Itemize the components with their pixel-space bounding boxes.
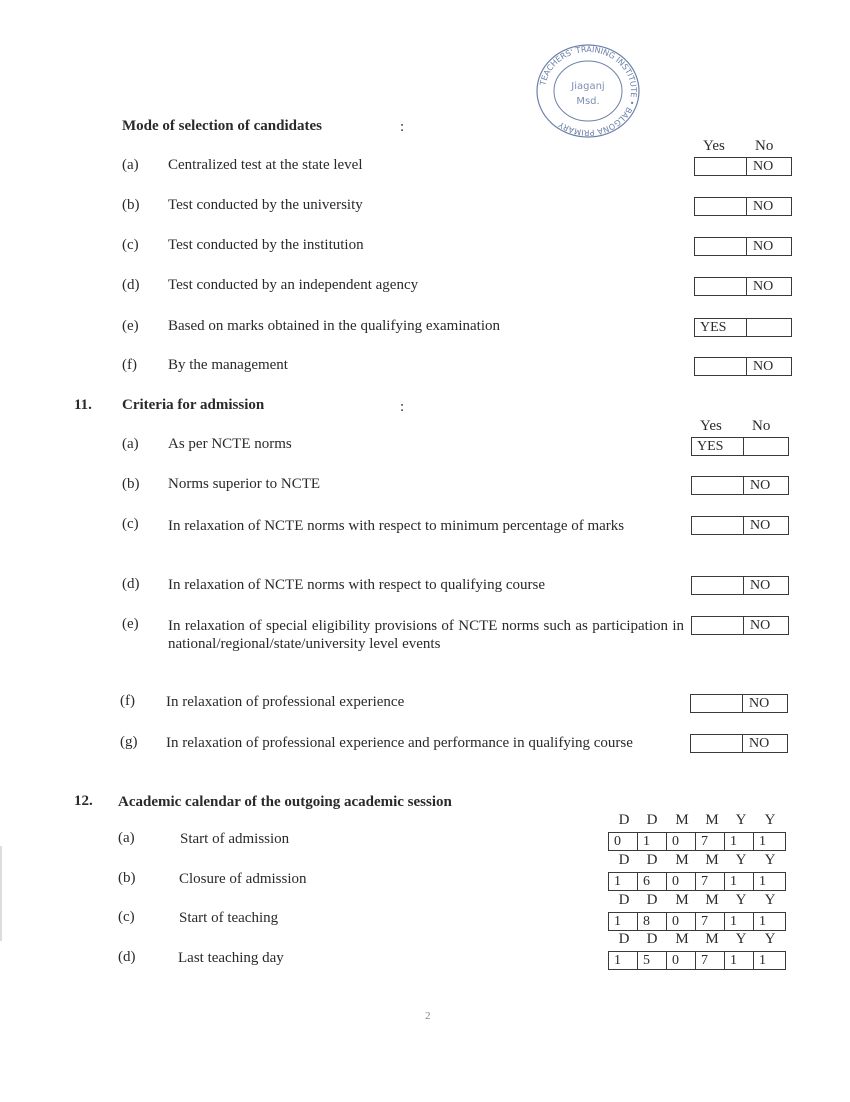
item-letter: (a) [122,436,139,452]
item-letter: (c) [122,516,139,532]
item-text: In relaxation of special eligibility provisions of NCTE norms such as participation in national/regional/state/university level events [168,618,684,652]
section-12-title: Academic calendar of the outgoing academic session [118,794,452,810]
date-header-cell: M [675,892,689,908]
no-column-header: No [755,138,774,154]
date-digit: 1 [638,833,667,850]
yes-cell [695,358,747,375]
item-text: Start of teaching [179,910,279,926]
yes-no-box [691,576,789,595]
date-boxes [608,872,786,891]
no-column-header: No [752,418,771,434]
svg-text:Jiaganj: Jiaganj [571,81,605,92]
item-letter: (c) [118,909,135,925]
item-text: In relaxation of NCTE norms with respect to qualifying course [168,577,545,593]
date-header-cell: Y [764,892,776,908]
date-digit: 5 [638,952,667,969]
date-digit: 7 [696,952,725,969]
page-number: 2 [425,1010,431,1022]
no-cell: NO [750,578,771,593]
date-header-cell: M [675,812,689,828]
item-letter: (a) [118,830,135,846]
date-header-cell: M [705,852,719,868]
yes-no-box [691,476,789,495]
no-cell: NO [753,199,774,214]
section-11-colon: : [400,399,405,415]
svg-text:Msd.: Msd. [576,96,600,107]
item-letter: (d) [122,576,140,592]
date-digit: 6 [638,873,667,890]
date-digit: 1 [759,834,766,849]
item-text: In relaxation of NCTE norms with respect to minimum percentage of marks [168,518,625,534]
item-text: Test conducted by an independent agency [168,277,419,293]
item-letter: (b) [118,870,136,886]
date-digit: 1 [609,873,638,890]
date-header-cell: M [705,892,719,908]
date-header-cell: M [675,852,689,868]
item-letter: (f) [120,693,135,709]
no-cell [747,319,792,336]
date-header-cell: Y [735,812,747,828]
yes-cell [695,198,747,215]
section-12-number: 12. [74,793,93,809]
yes-no-box [694,157,792,176]
date-digit: 1 [725,913,754,930]
item-letter: (f) [122,357,137,373]
institute-seal [535,42,641,140]
date-header-cell: D [646,892,658,908]
date-header-cell: M [705,931,719,947]
date-header-cell: Y [735,931,747,947]
item-text: As per NCTE norms [168,436,292,452]
date-format-header [608,852,788,870]
date-digit: 7 [696,833,725,850]
yes-no-box [694,277,792,296]
yes-no-box [694,197,792,216]
date-digit: 1 [725,952,754,969]
date-digit: 0 [609,833,638,850]
item-letter: (e) [122,616,139,632]
yes-cell [695,238,747,255]
item-text: Based on marks obtained in the qualifying examination [168,318,501,334]
section-11-title: Criteria for admission [122,397,265,413]
date-header-cell: Y [764,931,776,947]
item-letter: (d) [118,949,136,965]
date-header-cell: M [675,931,689,947]
item-letter: (c) [122,237,139,253]
date-digit: 1 [609,952,638,969]
date-header-cell: D [646,812,658,828]
yes-cell: YES [692,438,744,455]
scan-edge-mark [0,846,2,941]
yes-cell [692,517,744,534]
yes-no-box [690,694,788,713]
date-header-cell: Y [764,852,776,868]
no-cell: NO [753,279,774,294]
yes-no-box [694,318,792,337]
item-text: Test conducted by the university [168,197,363,213]
date-digit: 7 [696,873,725,890]
yes-cell [695,158,747,175]
yes-no-box [691,516,789,535]
yes-no-box [694,237,792,256]
date-digit: 0 [667,913,696,930]
yes-no-box [694,357,792,376]
date-boxes [608,951,786,970]
date-boxes [608,832,786,851]
date-digit: 1 [725,873,754,890]
date-digit: 0 [667,952,696,969]
item-letter: (e) [122,318,139,334]
date-header-cell: D [618,812,630,828]
date-header-cell: M [705,812,719,828]
date-digit: 1 [759,953,766,968]
no-cell [744,438,789,455]
item-text: Last teaching day [178,950,284,966]
date-header-cell: D [618,931,630,947]
yes-cell [691,695,743,712]
yes-no-box [691,437,789,456]
date-digit: 0 [667,873,696,890]
no-cell: NO [753,359,774,374]
date-header-cell: D [646,852,658,868]
date-digit: 1 [759,914,766,929]
item-text: Centralized test at the state level [168,157,363,173]
date-header-cell: D [618,892,630,908]
date-digit: 1 [725,833,754,850]
date-format-header [608,931,788,949]
yes-cell [695,278,747,295]
date-digit: 8 [638,913,667,930]
no-cell: NO [753,159,774,174]
yes-no-box [691,616,789,635]
item-letter: (d) [122,277,140,293]
section-10-title: Mode of selection of candidates [122,118,322,134]
no-cell: NO [750,618,771,633]
section-11-number: 11. [74,397,92,413]
svg-text:TEACHERS' TRAINING INSTITUTE •: TEACHERS' TRAINING INSTITUTE • BALGONA PRIMARY [538,44,639,138]
no-cell: NO [750,478,771,493]
item-text: In relaxation of professional experience [166,694,405,710]
item-text: Closure of admission [179,871,307,887]
yes-cell [692,577,744,594]
no-cell: NO [753,239,774,254]
date-digit: 0 [667,833,696,850]
item-text: Norms superior to NCTE [168,476,321,492]
date-header-cell: D [618,852,630,868]
date-digit: 1 [759,874,766,889]
date-header-cell: Y [735,852,747,868]
date-format-header [608,892,788,910]
item-letter: (b) [122,197,140,213]
date-digit: 7 [696,913,725,930]
yes-cell [691,735,743,752]
item-letter: (g) [120,734,138,750]
no-cell: NO [750,518,771,533]
date-header-cell: Y [764,812,776,828]
section-10-colon: : [400,119,405,135]
yes-no-box [690,734,788,753]
yes-column-header: Yes [703,138,725,154]
no-cell: NO [749,736,770,751]
yes-column-header: Yes [700,418,722,434]
date-header-cell: D [646,931,658,947]
yes-cell [692,477,744,494]
date-format-header [608,812,788,830]
item-text: Start of admission [180,831,290,847]
date-boxes [608,912,786,931]
date-header-cell: Y [735,892,747,908]
yes-cell: YES [695,319,747,336]
item-text: Test conducted by the institution [168,237,364,253]
date-digit: 1 [609,913,638,930]
yes-cell [692,617,744,634]
no-cell: NO [749,696,770,711]
item-text: In relaxation of professional experience and performance in qualifying course [166,735,633,751]
item-letter: (a) [122,157,139,173]
item-letter: (b) [122,476,140,492]
item-text: By the management [168,357,288,373]
